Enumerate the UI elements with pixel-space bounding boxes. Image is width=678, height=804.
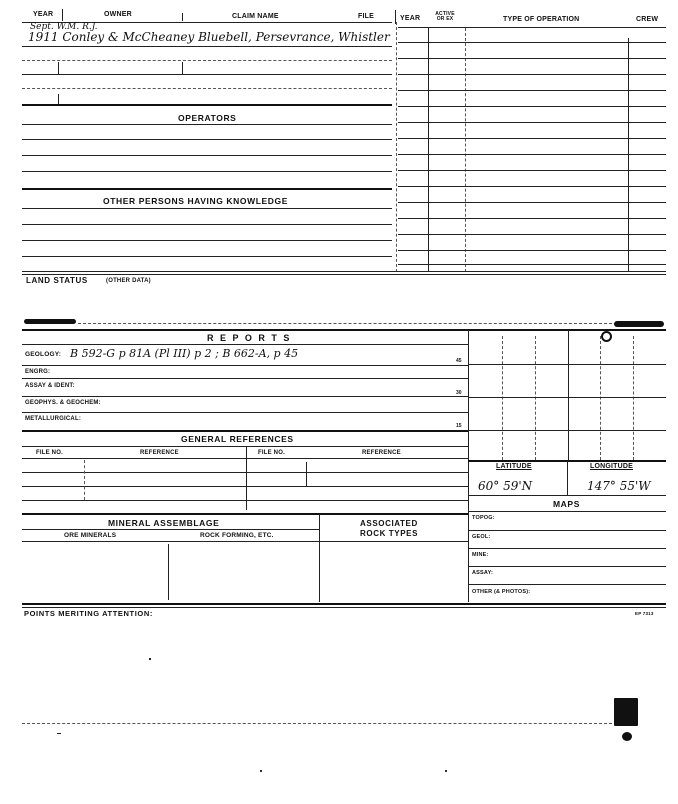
latitude-label: LATITUDE [496,463,532,470]
crew-header: CREW [636,16,659,23]
registration-dot [622,732,632,741]
mineral-divider [168,544,169,600]
operations-row-line [398,170,666,171]
header-divider [182,13,183,21]
maps-rule [468,566,666,567]
references-rule [22,446,468,447]
map-grid-line [468,430,666,431]
header-divider [62,9,63,21]
land-status-title: LAND STATUS [26,276,88,285]
references-rule [22,472,468,473]
longitude-value: 147° 55'W [587,479,651,493]
metallurgical-label: METALLURGICAL: [25,416,82,422]
location-marker-icon [601,331,612,342]
owner-tick [182,62,183,74]
owner-row-line [22,46,392,47]
points-rule [22,607,666,608]
map-grid-line [600,336,601,460]
geology-entry: B 592-G p 81A (Pl III) p 2 ; B 662-A, p 45 [70,347,299,360]
file-no-header: FILE NO. [36,450,63,456]
owner-row-line [22,74,392,75]
references-rule [22,513,468,515]
claim-name-header: CLAIM NAME [232,13,279,20]
mineral-rule [22,541,468,542]
rock-forming-header: ROCK FORMING, ETC. [200,532,274,539]
maps-rule [468,530,666,531]
maps-geol-label: GEOL: [472,534,491,540]
operations-row-line [398,250,666,251]
type-of-operation-header: TYPE OF OPERATION [503,16,580,23]
reports-rule [22,344,468,345]
reports-rule [22,430,468,432]
points-rule [22,603,666,605]
associated-rock-types-line1: ASSOCIATED [360,519,418,528]
land-status-subtitle: (OTHER DATA) [106,278,151,284]
tick-label-15: 15 [456,423,462,429]
maps-topog-label: TOPOG: [472,515,495,521]
operations-row-line [398,122,666,123]
general-references-title: GENERAL REFERENCES [181,434,294,444]
maps-rule [468,584,666,585]
maps-title: MAPS [553,499,580,509]
registration-block [614,698,638,726]
operations-row-line [398,90,666,91]
other-persons-line [22,224,392,225]
maps-rule [468,495,666,496]
bottom-dashed-rule [22,723,612,724]
maps-rule [468,548,666,549]
other-persons-title: OTHER PERSONS HAVING KNOWLEDGE [103,196,289,206]
operations-row-line [398,58,666,59]
associated-rock-types-line2: ROCK TYPES [360,529,419,538]
header-rule [398,27,666,28]
maps-other-label: OTHER (& PHOTOS): [472,589,531,595]
other-persons-line [22,256,392,257]
active-or-ex-header: ACTIVE OR EX [435,11,455,22]
maps-rule [468,511,666,512]
latlong-divider [567,461,568,495]
year2-header: YEAR [400,15,421,22]
operators-line [22,171,392,172]
form-number: EP 7313 [635,611,654,616]
reference-header: REFERENCE [362,450,401,456]
maps-mine-label: MINE: [472,552,489,558]
references-rule [22,486,468,487]
operations-column-divider [428,28,429,272]
map-grid-line [468,397,666,398]
longitude-label: LONGITUDE [590,463,634,470]
reports-rule [22,412,468,413]
reports-rule [22,396,468,397]
stray-mark [260,770,262,772]
operations-row-line [398,154,666,155]
stray-mark [445,770,447,772]
engrg-label: ENGRG: [25,369,51,375]
mineral-divider [319,514,320,602]
reports-map-divider [468,330,469,602]
reports-top-rule [22,329,666,331]
map-grid-line [535,336,536,460]
references-tick [306,462,307,486]
geology-label: GEOLOGY: [25,351,62,358]
assay-label: ASSAY & IDENT: [25,383,75,389]
operators-title: OPERATORS [178,113,237,123]
mineral-assemblage-title: MINERAL ASSEMBLAGE [108,518,220,528]
reports-top-band [78,323,612,324]
map-grid-line [633,336,634,460]
owner-tick [58,94,59,104]
operations-column-divider [396,22,397,272]
stray-mark [149,658,151,660]
points-meriting-title: POINTS MERITING ATTENTION: [24,609,153,618]
year-header: YEAR [33,11,54,18]
owner-entry-line2: 1911 Conley & McCheaney Bluebell, Persevrance, Whistler [28,30,390,44]
reports-rule [22,378,468,379]
owner-row-line [22,60,392,61]
maps-assay-label: ASSAY: [472,570,494,576]
ink-blot [24,319,76,324]
operators-line [22,124,392,125]
mineral-rule [22,529,319,530]
operations-row-line [398,218,666,219]
references-rule [22,458,468,459]
owner-entry-line1: Sept. W.M. R.J. [30,22,98,32]
reference-header: REFERENCE [140,450,179,456]
operations-row-line [398,42,666,43]
references-rule [22,500,468,501]
operators-line [22,155,392,156]
land-status-rule [22,274,666,275]
map-grid-line [502,336,503,460]
land-status-rule [22,271,666,272]
ink-blot [614,321,664,327]
latitude-value: 60° 59'N [478,479,533,493]
other-persons-line [22,240,392,241]
stray-mark [57,733,61,734]
geophys-label: GEOPHYS. & GEOCHEM: [25,400,101,406]
references-tick [84,460,85,500]
map-grid-line [568,330,569,460]
operations-row-line [398,74,666,75]
owner-header: OWNER [104,11,132,18]
file-header: FILE [358,13,374,20]
operations-row-line [398,234,666,235]
tick-label-30: 30 [456,390,462,396]
map-grid-line [468,364,666,365]
file-no-header: FILE NO. [258,450,285,456]
operations-row-line [398,264,666,265]
owner-row-line [22,88,392,89]
operations-row-line [398,106,666,107]
owner-tick [58,62,59,74]
ore-minerals-header: ORE MINERALS [64,532,117,539]
operations-row-line [398,138,666,139]
other-persons-line [22,208,392,209]
tick-label-45: 45 [456,358,462,364]
reports-title: R E P O R T S [207,333,292,343]
operations-row-line [398,202,666,203]
operations-column-divider [465,28,466,272]
owner-row-line [22,104,392,106]
reports-rule [22,365,468,366]
operators-line [22,139,392,140]
operations-row-line [398,186,666,187]
operators-line [22,188,392,190]
